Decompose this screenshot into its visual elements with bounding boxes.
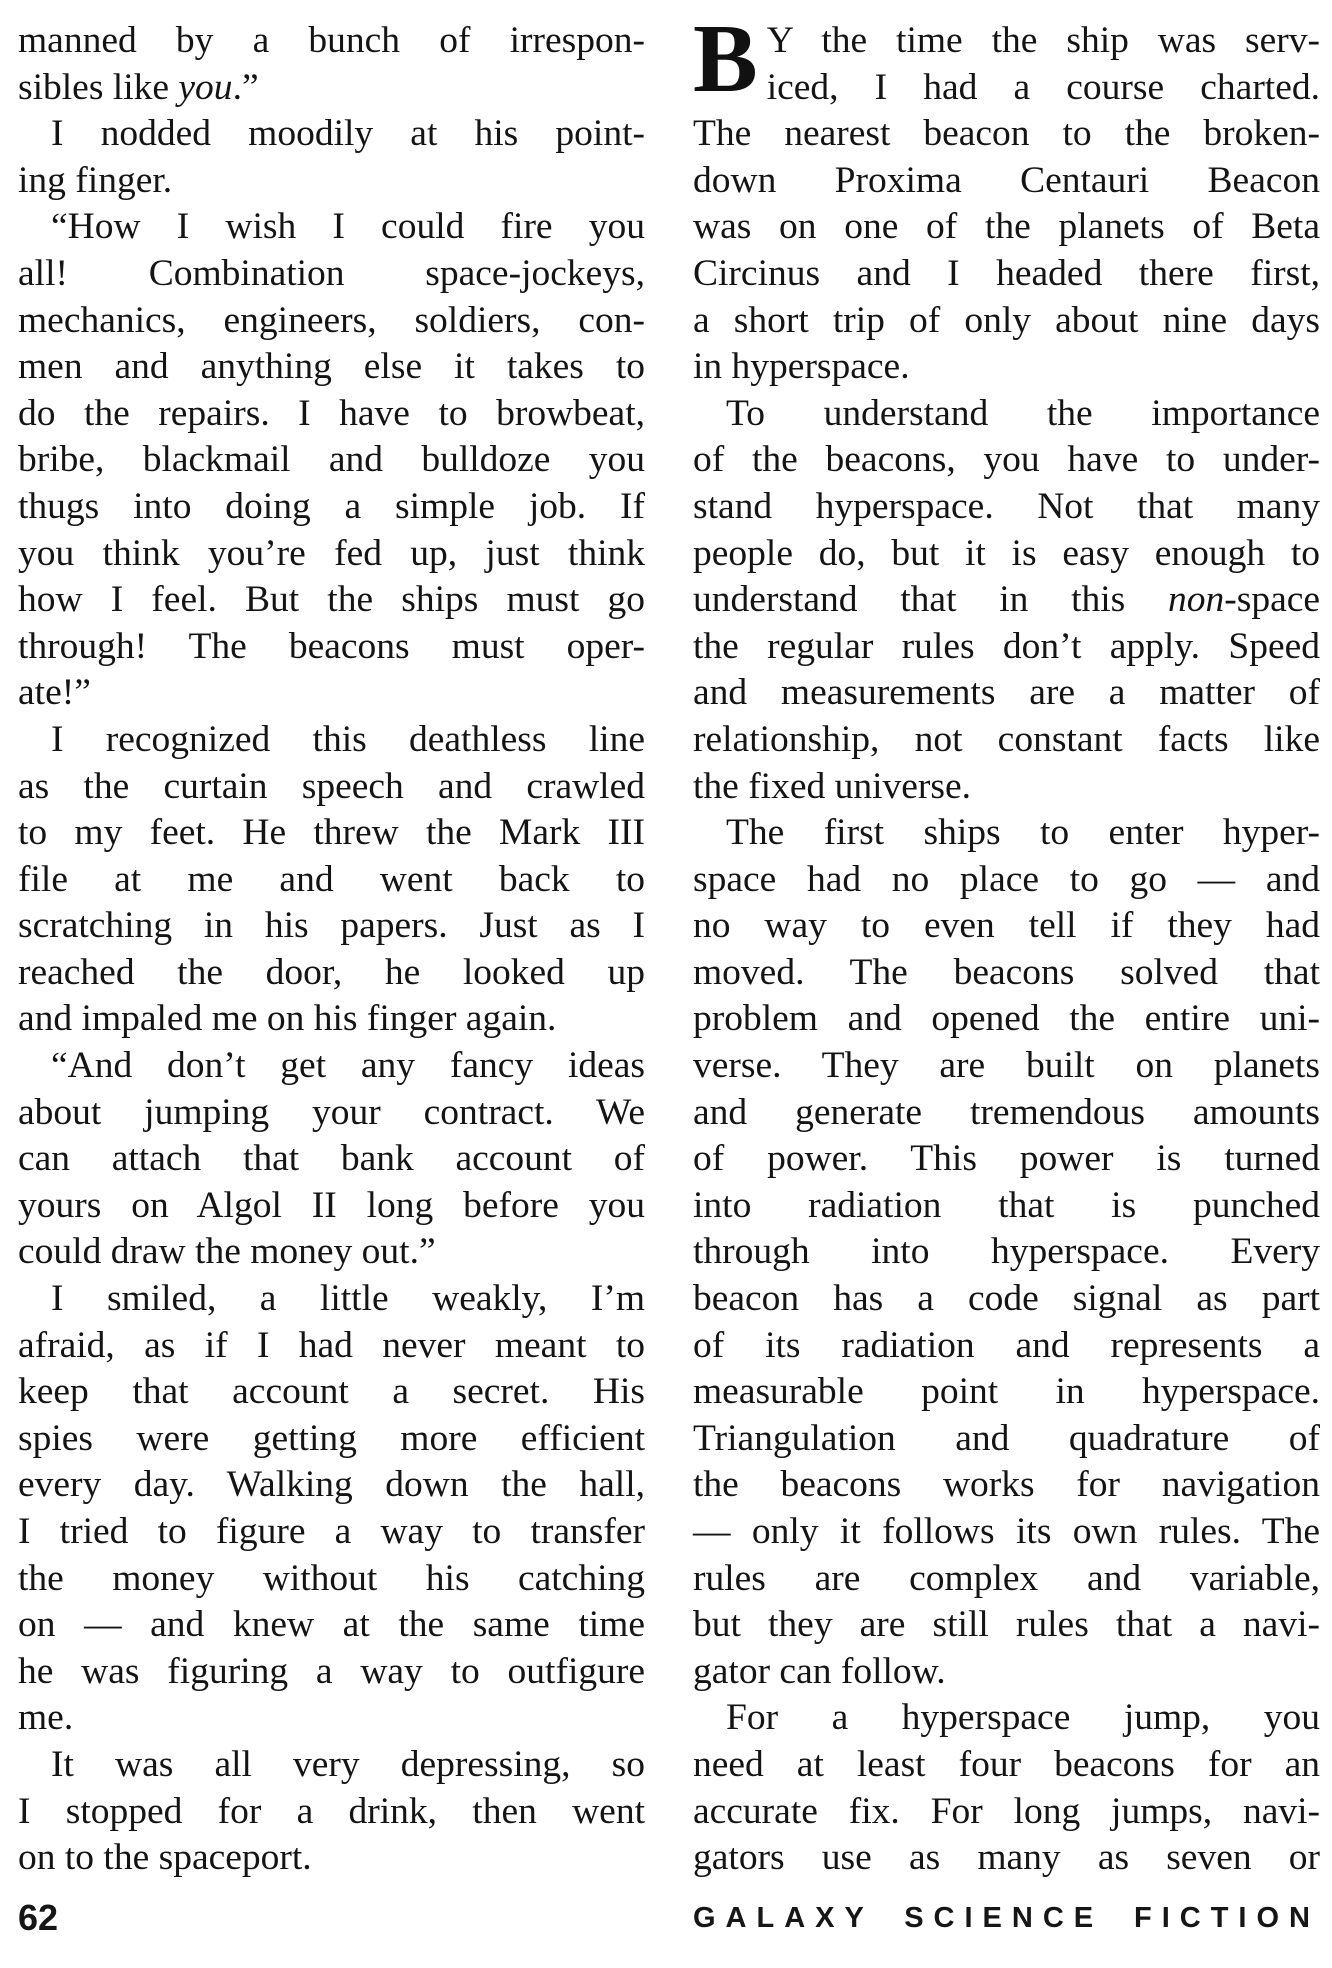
text-line: thugs into doing a simple job. If <box>18 485 645 527</box>
drop-cap: B <box>693 5 758 112</box>
text-line: he was figuring a way to outfigure <box>18 1650 645 1692</box>
text-line: gator can follow. <box>693 1650 946 1692</box>
text-line: — only it follows its own rules. The <box>693 1511 1320 1552</box>
text-line: men and anything else it takes to <box>18 346 645 388</box>
text-line: a short trip of only about nine days <box>693 299 1320 341</box>
text-line: problem and opened the entire uni- <box>693 998 1320 1040</box>
text-line: of its radiation and represents a <box>693 1324 1320 1366</box>
text-line: accurate fix. For long jumps, navi- <box>693 1790 1320 1832</box>
text-line: moved. The beacons solved that <box>693 951 1320 993</box>
text-line: all! Combination space-jockeys, <box>18 252 645 294</box>
text-line: could draw the money out.” <box>18 1231 436 1273</box>
text-line: yours on Algol II long before you <box>18 1184 645 1226</box>
text-line: need at least four beacons for an <box>693 1743 1320 1785</box>
text-line: For a hyperspace jump, you <box>726 1697 1320 1739</box>
text-line: through! The beacons must oper- <box>18 625 645 667</box>
text-line: the money without his catching <box>18 1557 645 1599</box>
text-line: and measurements are a matter of <box>693 672 1320 714</box>
text-line: Triangulation and quadrature of <box>693 1417 1320 1459</box>
text-line: sibles like you.” <box>18 66 259 108</box>
text-line: the fixed universe. <box>693 765 972 807</box>
page-number: 62 <box>18 1897 59 1938</box>
text-line: do the repairs. I have to browbeat, <box>18 392 645 434</box>
text-line: mechanics, engineers, soldiers, con- <box>18 299 645 341</box>
text-line: people do, but it is easy enough to <box>693 532 1320 574</box>
text-line: Circinus and I headed there first, <box>693 252 1320 294</box>
magazine-title: GALAXY SCIENCE FICTION <box>693 1902 1320 1934</box>
text-line: afraid, as if I had never meant to <box>18 1324 645 1366</box>
text-line: To understand the importance <box>726 392 1320 434</box>
text-line: every day. Walking down the hall, <box>18 1464 645 1506</box>
text-line: but they are still rules that a navi- <box>693 1604 1320 1646</box>
text-line: relationship, not constant facts like <box>693 718 1320 760</box>
text-line: ing finger. <box>18 159 173 201</box>
right-column <box>693 5 1320 1882</box>
text-line: the beacons works for navigation <box>693 1464 1320 1506</box>
text-line: on to the spaceport. <box>18 1837 312 1879</box>
text-line: the regular rules don’t apply. Speed <box>693 625 1320 667</box>
text-line: in hyperspace. <box>693 346 910 388</box>
text-line: can attach that bank account of <box>18 1138 645 1180</box>
text-line: and impaled me on his finger again. <box>18 998 557 1040</box>
text-line: scratching in his papers. Just as I <box>18 905 645 947</box>
text-line: into radiation that is punched <box>693 1184 1320 1226</box>
text-line: no way to even tell if they had <box>693 905 1320 947</box>
text-line: iced, I had a course charted. <box>766 66 1320 108</box>
text-line: keep that account a secret. His <box>18 1371 645 1413</box>
text-line: reached the door, he looked up <box>18 951 645 993</box>
text-line: to my feet. He threw the Mark III <box>18 812 645 854</box>
text-line: of the beacons, you have to under- <box>693 439 1320 481</box>
left-column <box>18 18 645 1882</box>
text-line: through into hyperspace. Every <box>693 1231 1320 1273</box>
text-line: bribe, blackmail and bulldoze you <box>18 439 645 481</box>
text-line: space had no place to go — and <box>693 858 1320 900</box>
text-line: Y the time the ship was serv- <box>766 20 1320 61</box>
text-line: manned by a bunch of irrespon- <box>18 20 645 61</box>
text-line: gators use as many as seven or <box>693 1837 1320 1879</box>
text-line: I smiled, a little weakly, I’m <box>51 1278 645 1320</box>
text-line: spies were getting more efficient <box>18 1417 645 1459</box>
text-line: ate!” <box>18 672 91 714</box>
text-line: on — and knew at the same time <box>18 1604 645 1646</box>
text-line: you think you’re fed up, just think <box>18 532 645 574</box>
text-line: I stopped for a drink, then went <box>18 1790 645 1832</box>
text-line: rules are complex and variable, <box>693 1557 1320 1599</box>
text-line: “How I wish I could fire you <box>51 206 645 248</box>
text-line: of power. This power is turned <box>693 1138 1320 1180</box>
text-line: I recognized this deathless line <box>51 718 645 760</box>
text-line: as the curtain speech and crawled <box>18 765 645 807</box>
text-line: measurable point in hyperspace. <box>693 1371 1320 1413</box>
text-line: was on one of the planets of Beta <box>693 206 1320 248</box>
text-line: down Proxima Centauri Beacon <box>693 159 1320 201</box>
text-line: understand that in this non-space <box>693 579 1320 621</box>
text-line: and generate tremendous amounts <box>693 1091 1320 1133</box>
text-line: file at me and went back to <box>18 858 645 900</box>
text-line: It was all very depressing, so <box>51 1743 645 1785</box>
text-line: The first ships to enter hyper- <box>726 812 1320 854</box>
text-line: verse. They are built on planets <box>693 1045 1320 1087</box>
text-line: about jumping your contract. We <box>18 1091 645 1133</box>
text-line: beacon has a code signal as part <box>693 1278 1320 1320</box>
text-line: The nearest beacon to the broken- <box>693 113 1320 155</box>
text-line: how I feel. But the ships must go <box>18 579 645 621</box>
text-line: me. <box>18 1697 74 1739</box>
text-line: stand hyperspace. Not that many <box>693 485 1320 527</box>
text-line: I nodded moodily at his point- <box>51 113 645 155</box>
text-line: “And don’t get any fancy ideas <box>51 1045 645 1087</box>
text-line: I tried to figure a way to transfer <box>18 1511 645 1552</box>
